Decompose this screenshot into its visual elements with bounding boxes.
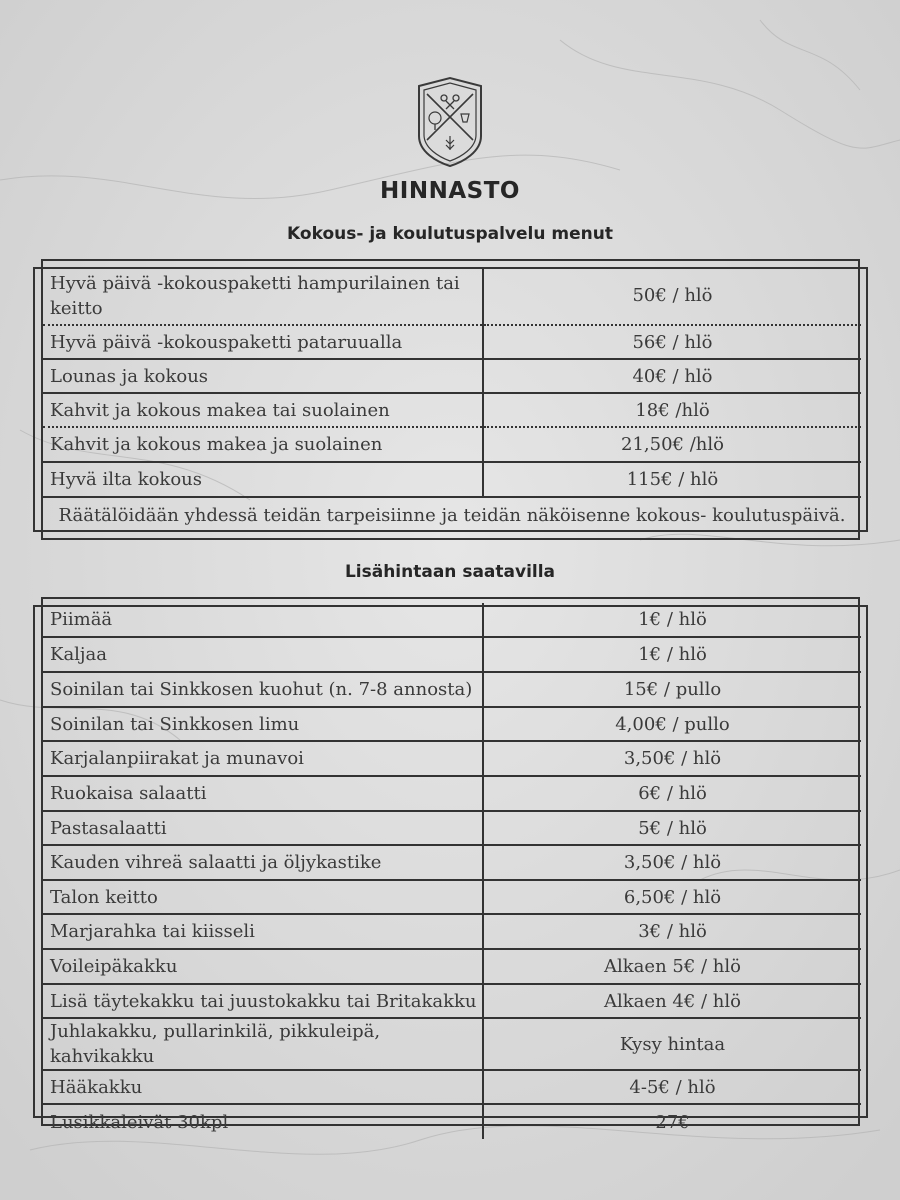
custom-note: Räätälöidään yhdessä teidän tarpeisiinne ja teidän näköisenne kokous- koulutuspäivä. <box>43 497 861 533</box>
table-row <box>43 1018 861 1070</box>
table-row <box>43 741 861 776</box>
item-name: Hyvä ilta kokous <box>43 462 483 497</box>
item-price: 21,50€ /hlö <box>483 427 861 462</box>
item-name: Kahvit ja kokous makea tai suolainen <box>43 393 483 427</box>
item-price: 4-5€ / hlö <box>483 1070 861 1104</box>
table-row <box>43 914 861 949</box>
item-price: 3,50€ / hlö <box>483 741 861 776</box>
section-heading-meetings: Kokous- ja koulutuspalvelu menut <box>287 224 613 244</box>
item-price: 40€ / hlö <box>483 359 861 393</box>
extras-price-table <box>43 603 861 1139</box>
item-name: Hääkakku <box>43 1070 483 1104</box>
item-name: Lounas ja kokous <box>43 359 483 393</box>
page-title: HINNASTO <box>380 178 520 204</box>
item-name: Kauden vihreä salaatti ja öljykastike <box>43 845 483 880</box>
item-name: Soinilan tai Sinkkosen kuohut (n. 7-8 annosta) <box>43 672 483 707</box>
table-row <box>43 949 861 984</box>
table-row <box>43 880 861 914</box>
item-name: Piimää <box>50 609 113 630</box>
table-row <box>43 393 861 427</box>
item-price: 1€ / hlö <box>483 637 861 672</box>
table-row <box>43 1070 861 1104</box>
item-price: 56€ / hlö <box>483 325 861 359</box>
table-row <box>43 845 861 880</box>
table-row <box>43 637 861 672</box>
item-name: Kahvit ja kokous makea ja suolainen <box>43 427 483 462</box>
item-price: Alkaen 4€ / hlö <box>483 984 861 1018</box>
item-name: Pastasalaatti <box>43 811 483 845</box>
item-price: 6,50€ / hlö <box>483 880 861 914</box>
item-price: 27€ <box>483 1104 861 1139</box>
table-row <box>43 462 861 497</box>
item-name: Voileipäkakku <box>43 949 483 984</box>
meetings-price-table <box>43 267 861 533</box>
item-name: Juhlakakku, pullarinkilä, pikkuleipä, kahvikakku <box>43 1018 483 1070</box>
item-name: Marjarahka tai kiisseli <box>43 914 483 949</box>
table-row <box>43 325 861 359</box>
item-name: Hyvä päivä -kokouspaketti hampurilainen tai keitto <box>50 272 460 319</box>
item-name: Karjalanpiirakat ja munavoi <box>43 741 483 776</box>
item-price: 6€ / hlö <box>483 776 861 811</box>
table-row <box>43 603 861 637</box>
table-row <box>43 707 861 741</box>
item-name: Lusikkaleivät 30kpl <box>43 1104 483 1139</box>
table-row <box>43 984 861 1018</box>
item-name: Talon keitto <box>43 880 483 914</box>
item-price: Alkaen 5€ / hlö <box>483 949 861 984</box>
item-price: Kysy hintaa <box>483 1018 861 1070</box>
table-row <box>43 359 861 393</box>
item-name: Hyvä päivä -kokouspaketti pataruualla <box>43 325 483 359</box>
item-price: 115€ / hlö <box>483 462 861 497</box>
item-price: 50€ / hlö <box>483 267 861 325</box>
item-price: 4,00€ / pullo <box>483 707 861 741</box>
crest-logo <box>413 76 487 168</box>
item-name: Lisä täytekakku tai juustokakku tai Britakakku <box>43 984 483 1018</box>
table-row <box>43 1104 861 1139</box>
item-price: 5€ / hlö <box>483 811 861 845</box>
item-price: 18€ /hlö <box>483 393 861 427</box>
item-name: Kaljaa <box>43 637 483 672</box>
item-price: 3,50€ / hlö <box>483 845 861 880</box>
table-row <box>43 672 861 707</box>
item-price: 15€ / pullo <box>483 672 861 707</box>
item-name: Ruokaisa salaatti <box>43 776 483 811</box>
table-row <box>43 267 861 325</box>
section-heading-extras: Lisähintaan saatavilla <box>344 562 556 582</box>
item-price: 1€ / hlö <box>483 603 861 637</box>
item-name: Soinilan tai Sinkkosen limu <box>43 707 483 741</box>
table-row <box>43 811 861 845</box>
table-row <box>43 427 861 462</box>
table-row <box>43 776 861 811</box>
note-row <box>43 497 861 533</box>
item-price: 3€ / hlö <box>483 914 861 949</box>
